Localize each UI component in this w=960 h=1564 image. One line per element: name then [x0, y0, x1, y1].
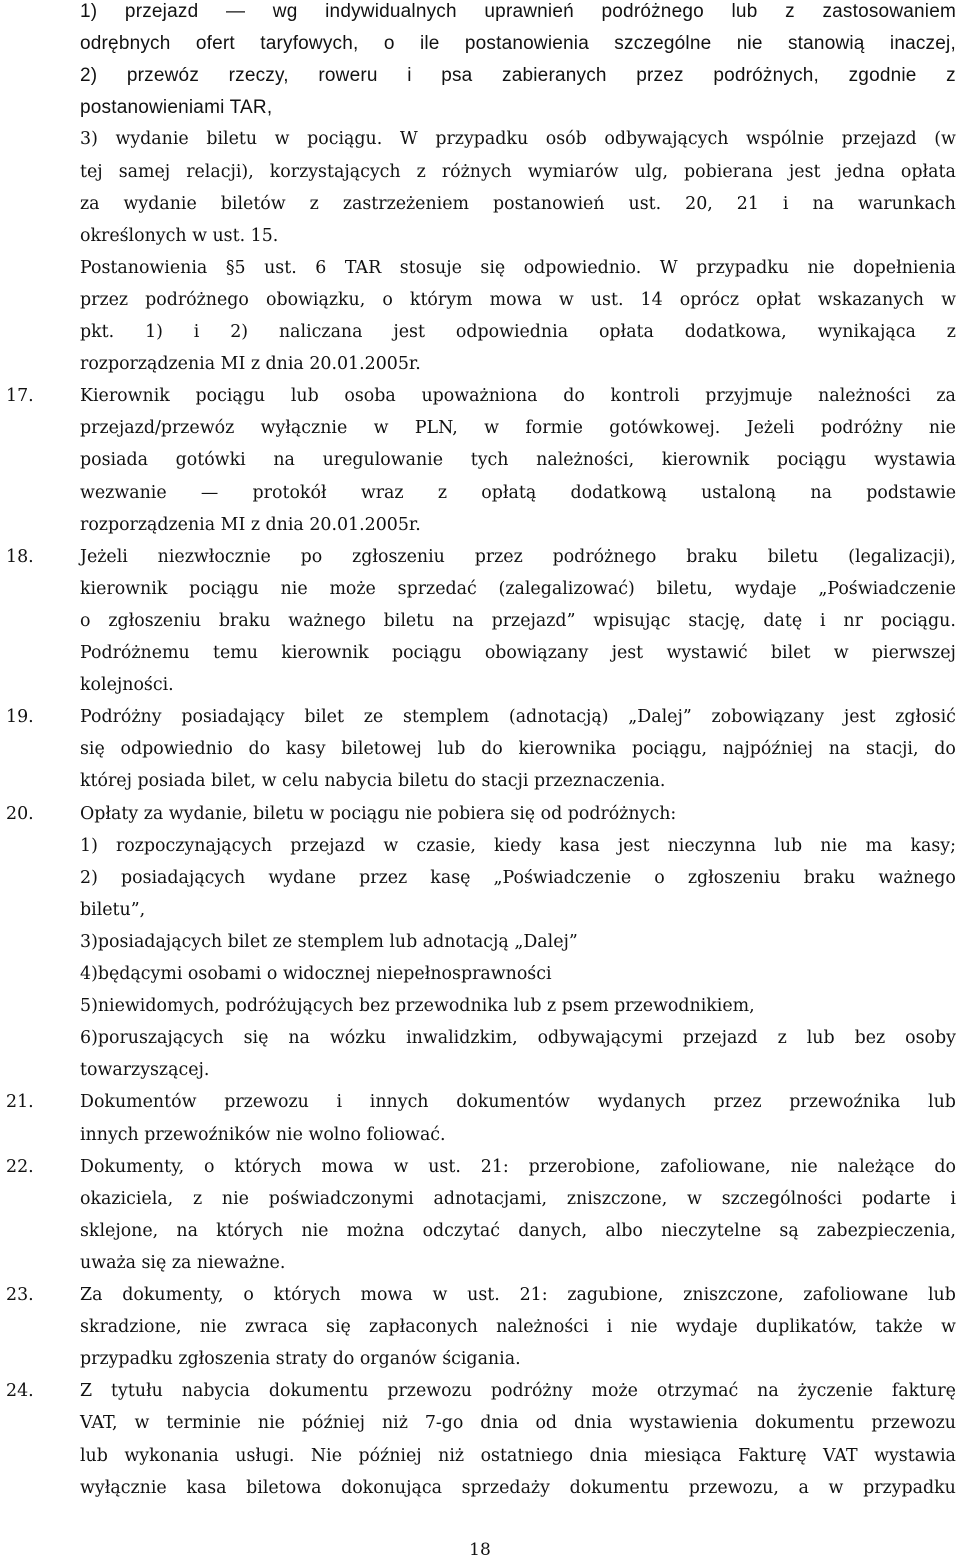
text-line: Dokumentów przewozu i innych dokumentów wydanych przez przewoźnika lub — [80, 1092, 956, 1113]
text-line: 5)niewidomych, podróżujących bez przewodnika lub z psem przewodnikiem, — [80, 996, 755, 1017]
text-line: przez podróżnego obowiązku, o którym mowa w ust. 14 oprócz opłat wskazanych w — [80, 289, 956, 310]
text-line: Za dokumenty, o których mowa w ust. 21: zagubione, zniszczone, zafoliowane lub — [80, 1285, 956, 1305]
page-number: 18 — [469, 1540, 491, 1560]
text-line: innych przewoźników nie wolno foliować. — [80, 1124, 446, 1145]
text-line: 2) przewóz rzeczy, roweru i psa zabieranych przez podróżnych, zgodnie z — [80, 65, 956, 87]
text-line: Podróżny posiadający bilet ze stemplem (adnotacją) „Dalej” zobowiązany jest zgłosić — [80, 707, 956, 728]
text-line: VAT, w terminie nie później niż 7-go dnia od dnia wystawienia dokumentu przewozu — [80, 1413, 956, 1434]
text-line: określonych w ust. 15. — [80, 225, 279, 246]
text-line: lub wykonania usługi. Nie później niż ostatniego dnia miesiąca Fakturę VAT wystawia — [80, 1445, 956, 1466]
text-line: sklejone, na których nie można odczytać danych, albo nieczytelne są zabezpieczenia, — [80, 1220, 956, 1241]
text-line: kolejności. — [80, 675, 174, 696]
text-line: 3) wydanie biletu w pociągu. W przypadku osób odbywających wspólnie przejazd (w — [80, 129, 956, 150]
item-number: 20. — [6, 803, 34, 824]
text-line: 4)będącymi osobami o widocznej niepełnosprawności — [80, 964, 552, 984]
text-line: za wydanie biletów z zastrzeżeniem postanowień ust. 20, 21 i na warunkach — [80, 193, 956, 214]
text-line: się odpowiednio do kasy biletowej lub do kierownika pociągu, najpóźniej na stacji, do — [80, 739, 956, 760]
text-line: wezwanie — protokół wraz z opłatą dodatkową ustaloną na podstawie — [80, 482, 956, 503]
item-number: 24. — [6, 1381, 34, 1402]
text-line: przejazd/przewóz wyłącznie w PLN, w formie gotówkowej. Jeżeli podróżny nie — [80, 418, 956, 439]
text-line: 2) posiadających wydane przez kasę „Poświadczenie o zgłoszeniu braku ważnego — [80, 867, 956, 888]
item-number: 21. — [6, 1092, 34, 1113]
text-line: postanowieniami TAR, — [80, 97, 273, 119]
text-line: biletu”, — [80, 899, 146, 920]
text-line: której posiada bilet, w celu nabycia biletu do stacji przeznaczenia. — [80, 771, 666, 792]
text-line: Dokumenty, o których mowa w ust. 21: przerobione, zafoliowane, nie należące do — [80, 1156, 956, 1177]
text-line: 1) przejazd — wg indywidualnych uprawnień podróżnego lub z zastosowaniem — [80, 1, 956, 22]
text-line: 1) rozpoczynających przejazd w czasie, kiedy kasa jest nieczynna lub nie ma kasy; — [80, 835, 956, 856]
text-line: posiada gotówki na uregulowanie tych należności, kierownik pociągu wystawia — [80, 450, 956, 471]
item-number: 19. — [6, 707, 34, 728]
text-line: wyłącznie kasa biletowa dokonująca sprzedaży dokumentu przewozu, a w przypadku — [80, 1477, 956, 1498]
text-line: Postanowienia §5 ust. 6 TAR stosuje się odpowiednio. W przypadku nie dopełnienia — [80, 257, 956, 278]
item-number: 22. — [6, 1156, 34, 1177]
text-line: 6)poruszających się na wózku inwalidzkim, odbywającymi przejazd z lub bez osoby — [80, 1028, 956, 1049]
text-line: rozporządzenia MI z dnia 20.01.2005r. — [80, 354, 421, 375]
text-line: skradzione, nie zwraca się zapłaconych należności i nie wydaje duplikatów, także w — [80, 1317, 956, 1338]
text-line: towarzyszącej. — [80, 1060, 210, 1081]
text-line: Kierownik pociągu lub osoba upoważniona do kontroli przyjmuje należności za — [80, 386, 956, 407]
text-line: Jeżeli niezwłocznie po zgłoszeniu przez podróżnego braku biletu (legalizacji), — [80, 546, 956, 567]
item-number: 18. — [6, 546, 34, 567]
text-line: Z tytułu nabycia dokumentu przewozu podróżny może otrzymać na życzenie fakturę — [80, 1381, 956, 1402]
text-line: uważa się za nieważne. — [80, 1252, 286, 1273]
text-line: kierownik pociągu nie może sprzedać (zalegalizować) biletu, wydaje „Poświadczenie — [80, 578, 956, 599]
text-line: 3)posiadających bilet ze stemplem lub adnotacją „Dalej” — [80, 931, 578, 952]
text-line: okaziciela, z nie poświadczonymi adnotacjami, zniszczone, w szczególności podarte i — [80, 1188, 956, 1209]
item-number: 17. — [6, 386, 34, 407]
text-line: o zgłoszeniu braku ważnego biletu na przejazd” wpisując stację, datę i nr pociągu. — [80, 610, 956, 631]
text-line: rozporządzenia MI z dnia 20.01.2005r. — [80, 514, 421, 535]
item-number: 23. — [6, 1285, 34, 1305]
text-line: Opłaty za wydanie, biletu w pociągu nie pobiera się od podróżnych: — [80, 803, 677, 824]
text-line: przypadku zgłoszenia straty do organów ścigania. — [80, 1349, 521, 1370]
text-line: Podróżnemu temu kierownik pociągu obowiązany jest wystawić bilet w pierwszej — [80, 643, 956, 663]
text-line: pkt. 1) i 2) naliczana jest odpowiednia opłata dodatkowa, wynikająca z — [80, 322, 956, 342]
text-line: odrębnych ofert taryfowych, o ile postanowienia szczególne nie stanowią inaczej, — [80, 33, 956, 55]
text-line: tej samej relacji), korzystających z różnych wymiarów ulg, pobierana jest jedna opłata — [80, 161, 956, 182]
